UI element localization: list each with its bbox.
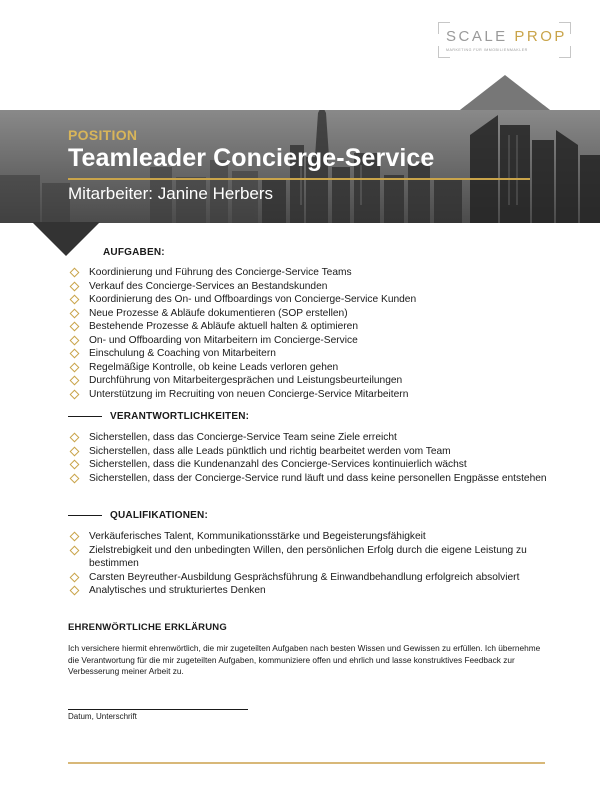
task-item [68,347,548,361]
responsibilities-section-title: VERANTWORTLICHKEITEN: [110,411,250,422]
task-item-text: Bestehende Prozesse & Abläufe aktuell halten & optimieren [89,321,359,332]
qualification-item-text: Verkäuferisches Talent, Kommunikationsstärke und Begeisterungsfähigkeit [89,531,426,542]
diamond-bullet-icon [70,586,80,596]
responsibility-item [68,472,548,486]
task-item [68,266,548,280]
title-divider [68,178,530,180]
diamond-bullet-icon [70,446,80,456]
responsibility-item-text: Sicherstellen, dass das Concierge-Service Team seine Ziele erreicht [89,432,397,443]
qualifications-section-line [68,515,102,516]
task-item-text: Koordinierung und Führung des Concierge-Service Teams [89,267,352,278]
diamond-bullet-icon [70,308,80,318]
diamond-bullet-icon [70,389,80,399]
task-item [68,307,548,321]
task-item-text: Regelmäßige Kontrolle, ob keine Leads verloren gehen [89,361,339,373]
task-item-text: Unterstützung im Recruiting von neuen Concierge-Service Mitarbeitern [89,388,409,400]
responsibilities-list [68,431,548,485]
qualifications-section-title: QUALIFIKATIONEN: [110,510,209,521]
position-label: POSITION [68,127,138,143]
task-item [68,361,548,375]
banner-peak-shape [0,68,600,118]
diamond-bullet-icon [70,532,80,542]
task-item-text: Neue Prozesse & Abläufe dokumentieren (SOP erstellen) [89,307,348,319]
task-item [68,334,548,348]
logo-wordmark: SCALE PROP [446,28,567,45]
diamond-bullet-icon [70,362,80,372]
task-item [68,293,548,307]
qualification-item [68,584,548,598]
task-item-text: Einschulung & Coaching von Mitarbeitern [89,348,276,359]
company-logo [438,22,571,58]
diamond-bullet-icon [70,322,80,332]
task-item [68,320,548,334]
responsibilities-section-line [68,416,102,417]
diamond-bullet-icon [70,473,80,483]
diamond-bullet-icon [70,349,80,359]
diamond-bullet-icon [70,268,80,278]
responsibility-item [68,458,548,472]
qualification-item [68,571,548,585]
task-item-text: On- und Offboarding von Mitarbeitern im Concierge-Service [89,334,358,346]
employee-name: Mitarbeiter: Janine Herbers [68,184,274,203]
qualification-item [68,544,548,571]
tasks-section-title: AUFGABEN: [103,247,165,258]
logo-tagline: MARKETING FÜR IMMOBILIENMAKLER [446,48,528,52]
qualification-item-text: Zielstrebigkeit und den unbedingten Willen, den persönlichen Erfolg durch die eigene Leistung zu bestimmen [89,544,527,569]
diamond-bullet-icon [70,376,80,386]
diamond-bullet-icon [70,335,80,345]
qualification-item-text: Carsten Beyreuther-Ausbildung Gesprächsführung & Einwandbehandlung erfolgreich absolviert [89,571,520,583]
diamond-bullet-icon [70,433,80,443]
task-item [68,374,548,388]
diamond-bullet-icon [70,545,80,555]
diamond-bullet-icon [70,281,80,291]
signature-line [68,709,248,710]
responsibility-item-text: Sicherstellen, dass alle Leads pünktlich und richtig bearbeitet werden vom Team [89,445,451,457]
qualifications-list [68,530,548,598]
task-item-text: Verkauf des Concierge-Services an Bestandskunden [89,280,328,292]
task-item [68,388,548,402]
task-item-text: Koordinierung des On- und Offboardings von Concierge-Service Kunden [89,294,417,305]
footer-divider [68,762,545,764]
task-item-text: Durchführung von Mitarbeitergesprächen und Leistungsbeurteilungen [89,375,403,386]
qualification-item [68,530,548,544]
qualification-item-text: Analytisches und strukturiertes Denken [89,585,266,596]
diamond-bullet-icon [70,572,80,582]
responsibility-item [68,445,548,459]
responsibility-item-text: Sicherstellen, dass die Kundenanzahl des Concierge-Services kontinuierlich wächst [89,459,467,470]
signature-label: Datum, Unterschrift [68,712,137,721]
diamond-bullet-icon [70,295,80,305]
banner-notch-shape [0,222,600,262]
declaration-title: EHRENWÖRTLICHE ERKLÄRUNG [68,622,227,633]
declaration-text: Ich versichere hiermit ehrenwörtlich, die mir zugeteilten Aufgaben nach besten Wissen und Gewissen zu erfüllen. Ich übernehme die Verantwortung für die mir zugeteilten Aufgaben, kommuniziere offen und ehrlich und lasse konstruktives Feedback zur Verbesserung meiner Arbeit zu. [68,643,541,676]
tasks-list [68,266,548,401]
diamond-bullet-icon [70,460,80,470]
responsibility-item [68,431,548,445]
task-item [68,280,548,294]
position-title: Teamleader Concierge-Service [68,144,435,172]
responsibility-item-text: Sicherstellen, dass der Concierge-Service rund läuft und dass keine personellen Engpässe entstehen [89,472,547,484]
